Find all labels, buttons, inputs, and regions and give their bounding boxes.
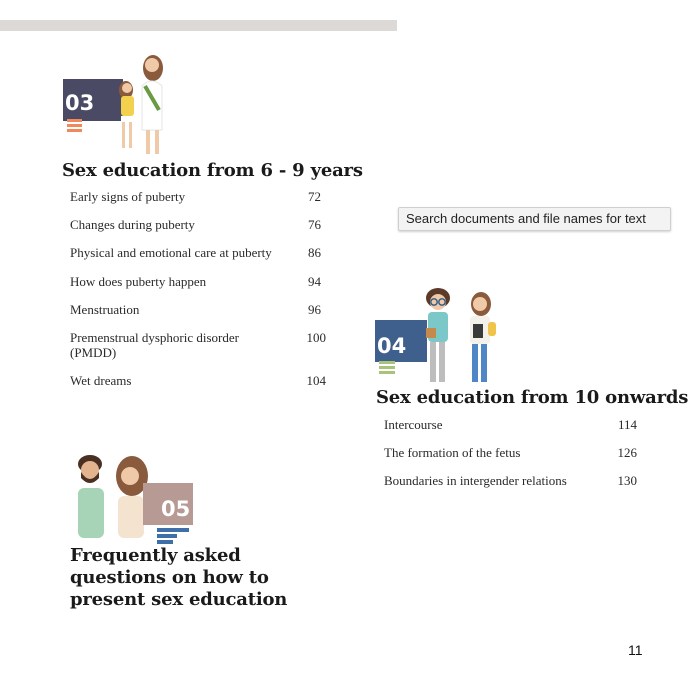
toc-item-title: Wet dreams <box>70 373 132 388</box>
toc-item-title: Boundaries in intergender relations <box>384 473 567 488</box>
toc-item-title: How does puberty happen <box>70 274 207 289</box>
toc-item-title: Physical and emotional care at puberty <box>70 245 272 260</box>
toc-item-page: 100 <box>306 330 326 345</box>
section-03-stack-icon <box>67 119 82 134</box>
section-05-number: 05 <box>161 497 191 521</box>
toc-item[interactable] <box>384 473 638 489</box>
toc-item-page: 76 <box>308 217 321 232</box>
toc-item-page: 94 <box>308 274 321 289</box>
toc-item[interactable] <box>70 330 326 362</box>
toc-item[interactable] <box>70 217 326 233</box>
section-04-title: Sex education from 10 onwards <box>376 387 689 408</box>
mother-and-daughter-illustration <box>112 50 172 158</box>
page-number: 11 <box>628 642 643 658</box>
teenage-boy-and-girl-illustration <box>418 286 500 388</box>
toc-item[interactable] <box>70 274 326 290</box>
toc-item-title: Early signs of puberty <box>70 189 186 204</box>
toc-item-title: Premenstrual dysphoric disorder (PMDD) <box>70 330 239 360</box>
top-progress-bar <box>0 20 397 31</box>
toc-item-title: Intercourse <box>384 417 443 432</box>
toc-item[interactable] <box>70 373 326 389</box>
toc-item-title: Menstruation <box>70 302 140 317</box>
search-tooltip: Search documents and file names for text <box>398 207 671 231</box>
section-05-title: Frequently asked questions on how to present sex education <box>70 545 288 610</box>
toc-item-page: 130 <box>617 473 637 488</box>
section-03-title: Sex education from 6 - 9 years <box>62 160 363 181</box>
toc-item-page: 126 <box>617 445 637 460</box>
toc-item-title: Changes during puberty <box>70 217 195 232</box>
section-04-stack-icon <box>379 361 395 376</box>
section-05-stack-icon <box>157 528 189 546</box>
toc-item-page: 114 <box>617 417 637 432</box>
section-04-number: 04 <box>377 334 407 358</box>
section-05-badge <box>143 483 193 525</box>
toc-item-page: 104 <box>306 373 326 388</box>
toc-item[interactable] <box>70 302 326 318</box>
toc-item[interactable] <box>384 445 638 461</box>
toc-item[interactable] <box>384 417 638 433</box>
section-03-number: 03 <box>65 91 95 115</box>
toc-item-title: The formation of the fetus <box>384 445 521 460</box>
section-03-toc <box>70 188 326 393</box>
toc-item-page: 96 <box>308 302 321 317</box>
toc-item[interactable] <box>70 189 326 205</box>
toc-item-page: 86 <box>308 245 321 260</box>
toc-item-page: 72 <box>308 189 321 204</box>
toc-item[interactable] <box>70 245 326 261</box>
section-04-toc <box>384 416 638 491</box>
